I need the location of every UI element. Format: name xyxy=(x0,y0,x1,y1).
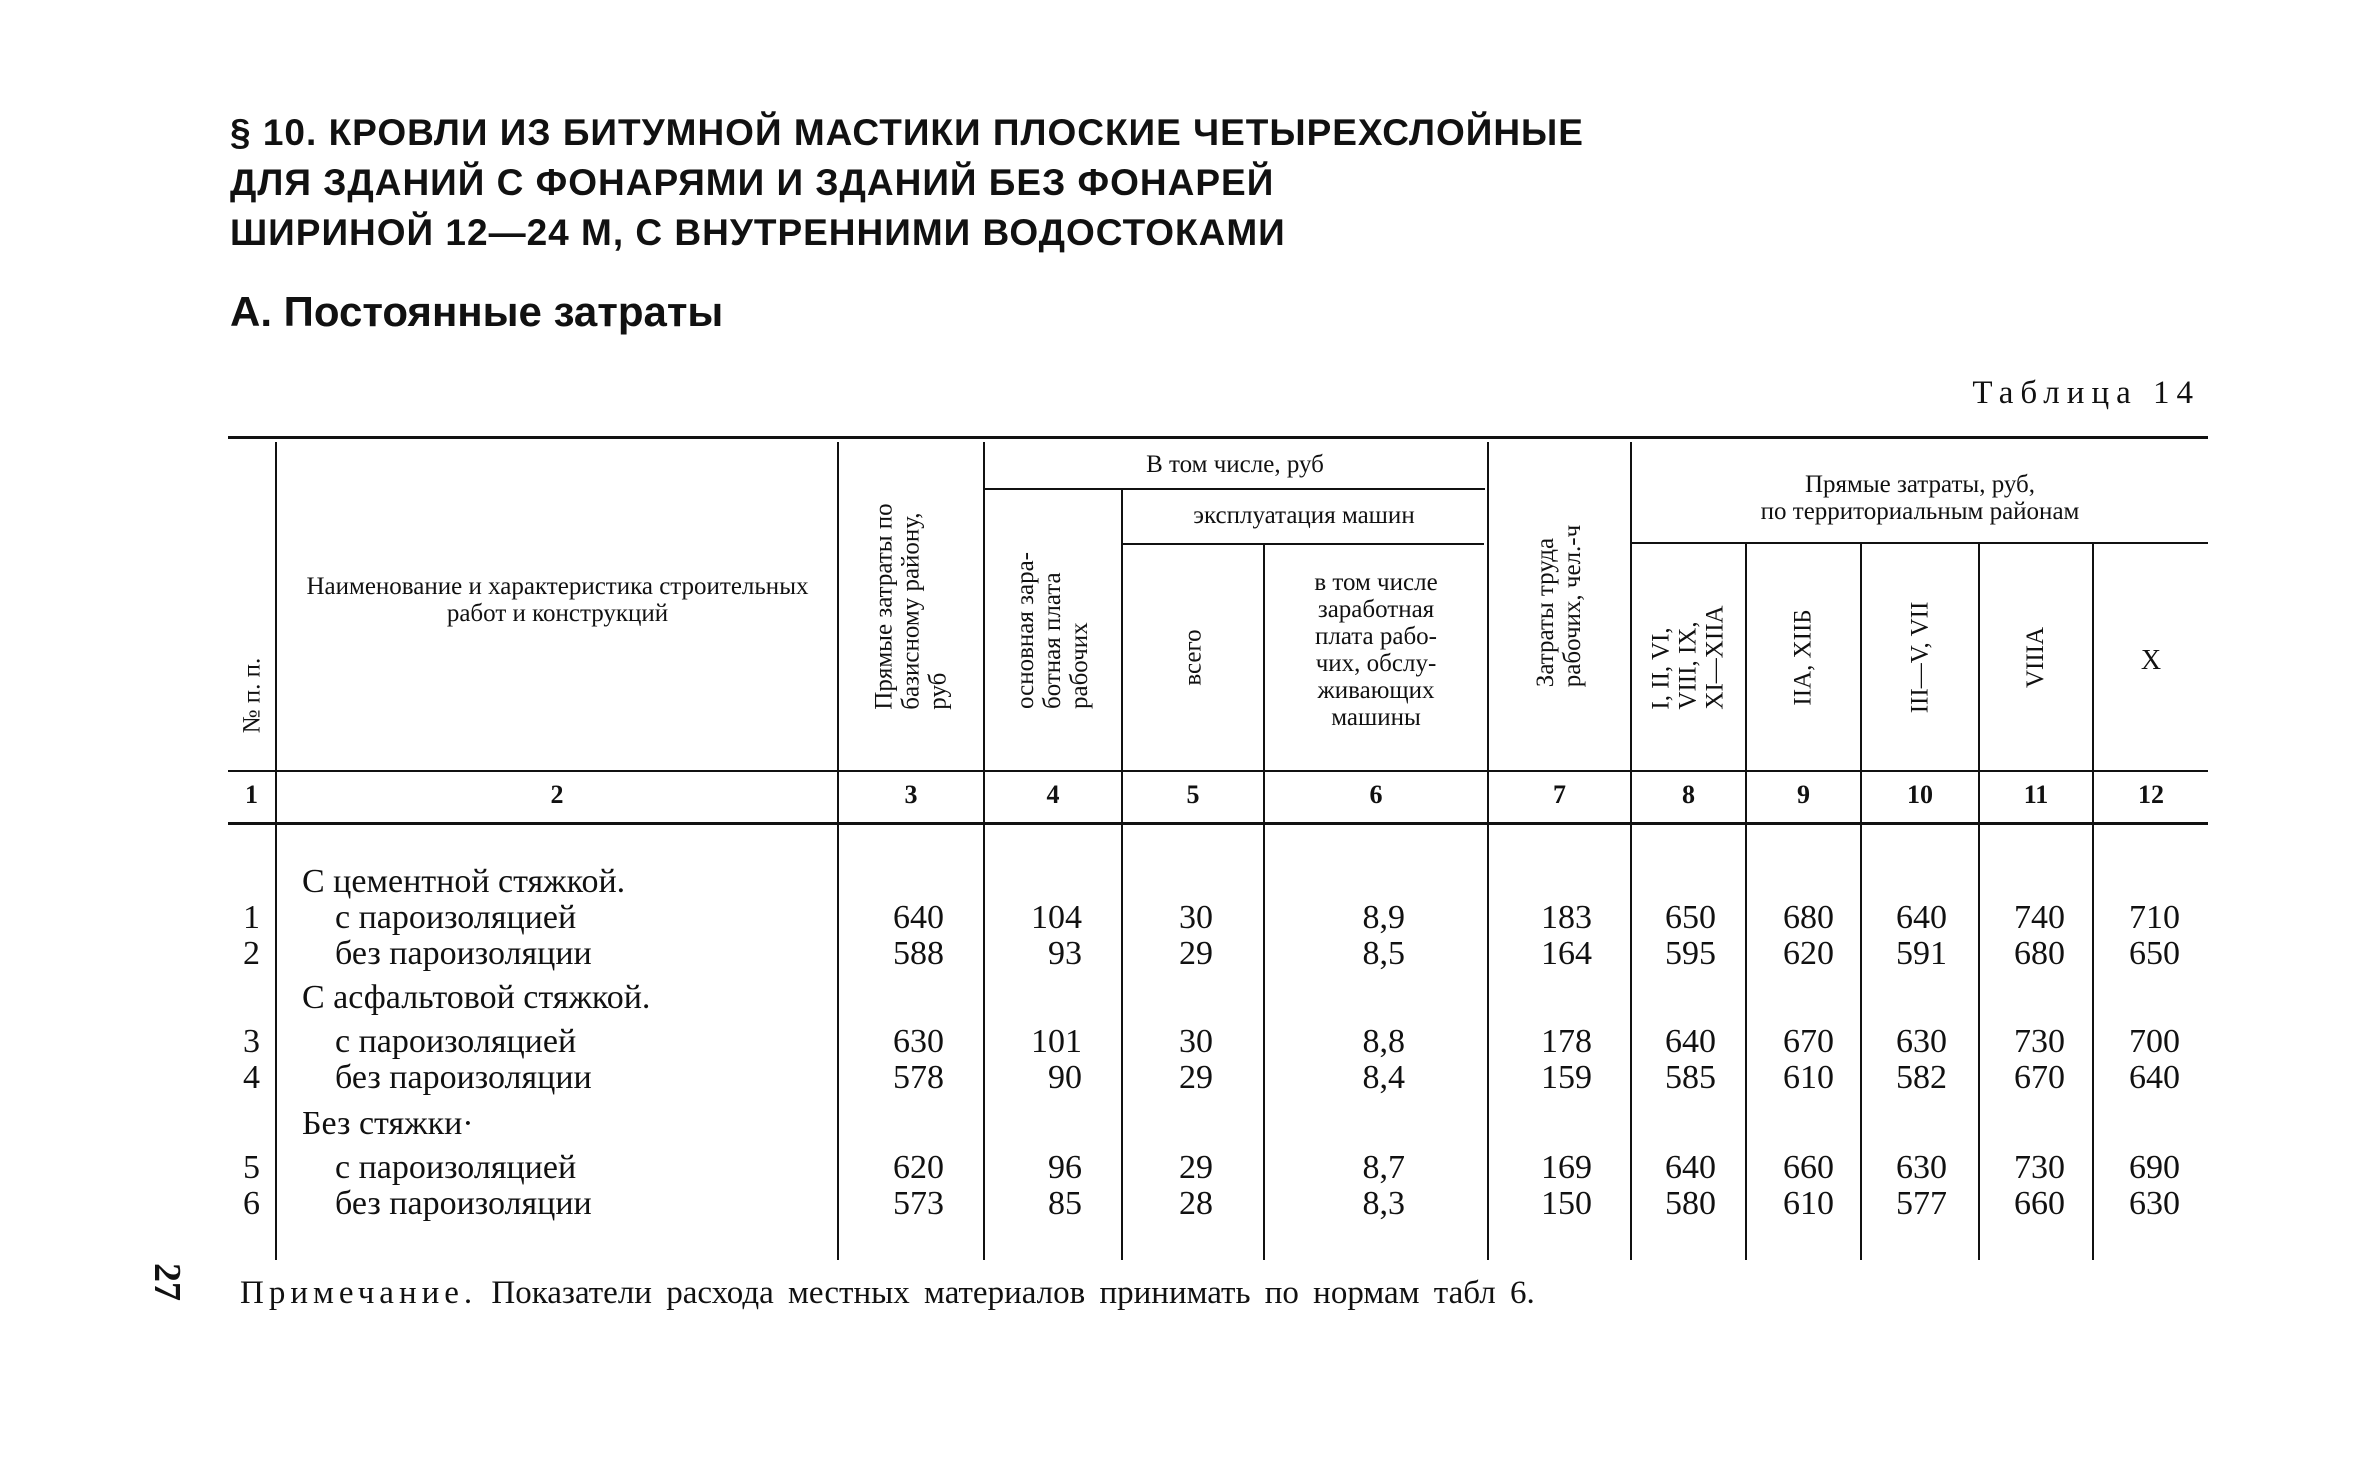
cell-region-3: 630 xyxy=(1896,1023,1947,1060)
cell-mach-wage: 8,4 xyxy=(1362,1059,1405,1096)
cell-direct: 620 xyxy=(893,1149,944,1186)
footnote-lead: Примечание. xyxy=(240,1275,478,1311)
colnum-divider xyxy=(228,822,2208,825)
row-no: 2 xyxy=(243,935,260,972)
section-title xyxy=(230,108,1930,258)
cell-region-2: 620 xyxy=(1783,935,1834,972)
cell-direct: 640 xyxy=(893,899,944,936)
cell-mach: 28 xyxy=(1179,1185,1213,1222)
colnum-3: 3 xyxy=(904,780,918,809)
cell-region-4: 660 xyxy=(2014,1185,2065,1222)
subheading: А. Постоянные затраты xyxy=(230,288,724,335)
colnum-6: 6 xyxy=(1369,780,1383,809)
cell-region-2: 660 xyxy=(1783,1149,1834,1186)
cell-direct: 578 xyxy=(893,1059,944,1096)
cell-region-4: 670 xyxy=(2014,1059,2065,1096)
cell-wage: 96 xyxy=(1048,1149,1082,1186)
cell-region-1: 585 xyxy=(1665,1059,1716,1096)
footnote-text: Показатели расхода местных материалов принимать по нормам табл 6. xyxy=(491,1275,1535,1311)
cell-mach: 30 xyxy=(1179,899,1213,936)
header-region-5: X xyxy=(2140,644,2162,676)
cell-region-4: 680 xyxy=(2014,935,2065,972)
cell-region-5: 640 xyxy=(2129,1059,2180,1096)
cell-region-5: 650 xyxy=(2129,935,2180,972)
cell-labor: 164 xyxy=(1541,935,1592,972)
row-name: с пароизоляцией xyxy=(335,1149,577,1186)
header-machines-wage: в том числе заработная плата рабо- чих, обслу- живающих машины xyxy=(1314,569,1438,731)
cell-labor: 183 xyxy=(1541,899,1592,936)
group-label: С цементной стяжкой. xyxy=(302,863,626,900)
colnum-2: 2 xyxy=(550,780,564,809)
header-direct-base: Прямые затраты по базисному району, руб xyxy=(870,502,952,710)
row-name: без пароизоляции xyxy=(335,1059,592,1096)
header-row-no: № п. п. xyxy=(238,657,265,733)
cell-mach: 29 xyxy=(1179,935,1213,972)
colnum-9: 9 xyxy=(1797,780,1810,809)
cell-direct: 573 xyxy=(893,1185,944,1222)
row-no: 1 xyxy=(243,899,260,936)
cell-region-1: 580 xyxy=(1665,1185,1716,1222)
cell-region-5: 700 xyxy=(2129,1023,2180,1060)
row-no: 3 xyxy=(243,1023,260,1060)
title-line-2: ДЛЯ ЗДАНИЙ С ФОНАРЯМИ И ЗДАНИЙ БЕЗ ФОНАРЕЙ xyxy=(230,162,1275,203)
cell-region-2: 610 xyxy=(1783,1185,1834,1222)
header-region-3: III—V, VII xyxy=(1906,601,1934,714)
cell-region-3: 630 xyxy=(1896,1149,1947,1186)
table-top-rule xyxy=(228,436,2208,439)
group-label: С асфальтовой стяжкой. xyxy=(302,979,651,1016)
cell-mach: 29 xyxy=(1179,1149,1213,1186)
cell-direct: 588 xyxy=(893,935,944,972)
cell-region-4: 740 xyxy=(2014,899,2065,936)
row-name: без пароизоляции xyxy=(335,1185,592,1222)
header-labor: Затраты труда рабочих, чел.-ч xyxy=(1532,524,1587,688)
cell-direct: 630 xyxy=(893,1023,944,1060)
colnum-8: 8 xyxy=(1682,780,1695,809)
header-incl-group: В том числе, руб xyxy=(1146,450,1324,478)
cell-region-2: 610 xyxy=(1783,1059,1834,1096)
cell-region-5: 690 xyxy=(2129,1149,2180,1186)
cell-region-3: 577 xyxy=(1896,1185,1947,1222)
colnum-1: 1 xyxy=(245,780,258,809)
cell-labor: 159 xyxy=(1541,1059,1592,1096)
cell-region-1: 640 xyxy=(1665,1023,1716,1060)
header-regions-group: Прямые затраты, руб, по территориальным районам xyxy=(1760,471,2080,525)
cell-wage: 101 xyxy=(1031,1023,1082,1060)
cell-mach-wage: 8,7 xyxy=(1362,1149,1405,1186)
cell-wage: 85 xyxy=(1048,1185,1082,1222)
colnum-4: 4 xyxy=(1046,780,1060,809)
cell-wage: 90 xyxy=(1048,1059,1082,1096)
header-region-1: I, II, VI, VIII, IX, XI—XIIA xyxy=(1647,605,1729,710)
header-region-4: VIIIA xyxy=(2022,626,2050,689)
row-name: без пароизоляции xyxy=(335,935,592,972)
vline-1 xyxy=(275,442,277,1260)
colnum-12: 12 xyxy=(2138,780,2164,809)
rule-regions-group xyxy=(1632,542,2208,544)
cell-region-3: 591 xyxy=(1896,935,1947,972)
header-divider xyxy=(228,770,2208,772)
row-no: 5 xyxy=(243,1149,260,1186)
header-wage: основная зара- ботная плата рабочих xyxy=(1012,551,1094,709)
cell-labor: 150 xyxy=(1541,1185,1592,1222)
cell-wage: 104 xyxy=(1031,899,1082,936)
title-line-3: ШИРИНОЙ 12—24 М, С ВНУТРЕННИМИ ВОДОСТОКАМИ xyxy=(230,212,1286,253)
cell-mach-wage: 8,8 xyxy=(1362,1023,1405,1060)
colnum-7: 7 xyxy=(1553,780,1566,809)
cell-region-2: 670 xyxy=(1783,1023,1834,1060)
cell-labor: 178 xyxy=(1541,1023,1592,1060)
page-number: 27 xyxy=(146,1263,188,1301)
footnote xyxy=(240,1275,1535,1312)
colnum-10: 10 xyxy=(1907,780,1933,809)
row-no: 4 xyxy=(243,1059,260,1096)
cell-region-1: 595 xyxy=(1665,935,1716,972)
colnum-11: 11 xyxy=(2023,780,2049,809)
cell-region-4: 730 xyxy=(2014,1023,2065,1060)
cell-region-3: 640 xyxy=(1896,899,1947,936)
header-name: Наименование и характеристика строительных работ и конструкций xyxy=(306,573,809,627)
cell-region-2: 680 xyxy=(1783,899,1834,936)
table-caption: Таблица 14 xyxy=(1972,375,2200,411)
group-label: Без стяжки· xyxy=(302,1105,474,1142)
row-no: 6 xyxy=(243,1185,260,1222)
cell-region-1: 640 xyxy=(1665,1149,1716,1186)
row-name: с пароизоляцией xyxy=(335,899,577,936)
row-name: с пароизоляцией xyxy=(335,1023,577,1060)
cell-mach-wage: 8,9 xyxy=(1362,899,1405,936)
header-region-2: IIA, XIIБ xyxy=(1789,609,1817,706)
cell-mach-wage: 8,5 xyxy=(1362,935,1405,972)
colnum-5: 5 xyxy=(1186,780,1200,809)
cell-mach: 29 xyxy=(1179,1059,1213,1096)
header-machines-total: всего xyxy=(1179,629,1207,686)
header-machines-group: эксплуатация машин xyxy=(1193,501,1415,529)
cell-region-5: 630 xyxy=(2129,1185,2180,1222)
cell-region-5: 710 xyxy=(2129,899,2180,936)
cell-region-1: 650 xyxy=(1665,899,1716,936)
cell-region-4: 730 xyxy=(2014,1149,2065,1186)
cell-region-3: 582 xyxy=(1896,1059,1947,1096)
title-line-1: § 10. КРОВЛИ ИЗ БИТУМНОЙ МАСТИКИ ПЛОСКИЕ ЧЕТЫРЕХСЛОЙНЫЕ xyxy=(230,112,1584,153)
cell-wage: 93 xyxy=(1048,935,1082,972)
cell-labor: 169 xyxy=(1541,1149,1592,1186)
cell-mach: 30 xyxy=(1179,1023,1213,1060)
cell-mach-wage: 8,3 xyxy=(1362,1185,1405,1222)
